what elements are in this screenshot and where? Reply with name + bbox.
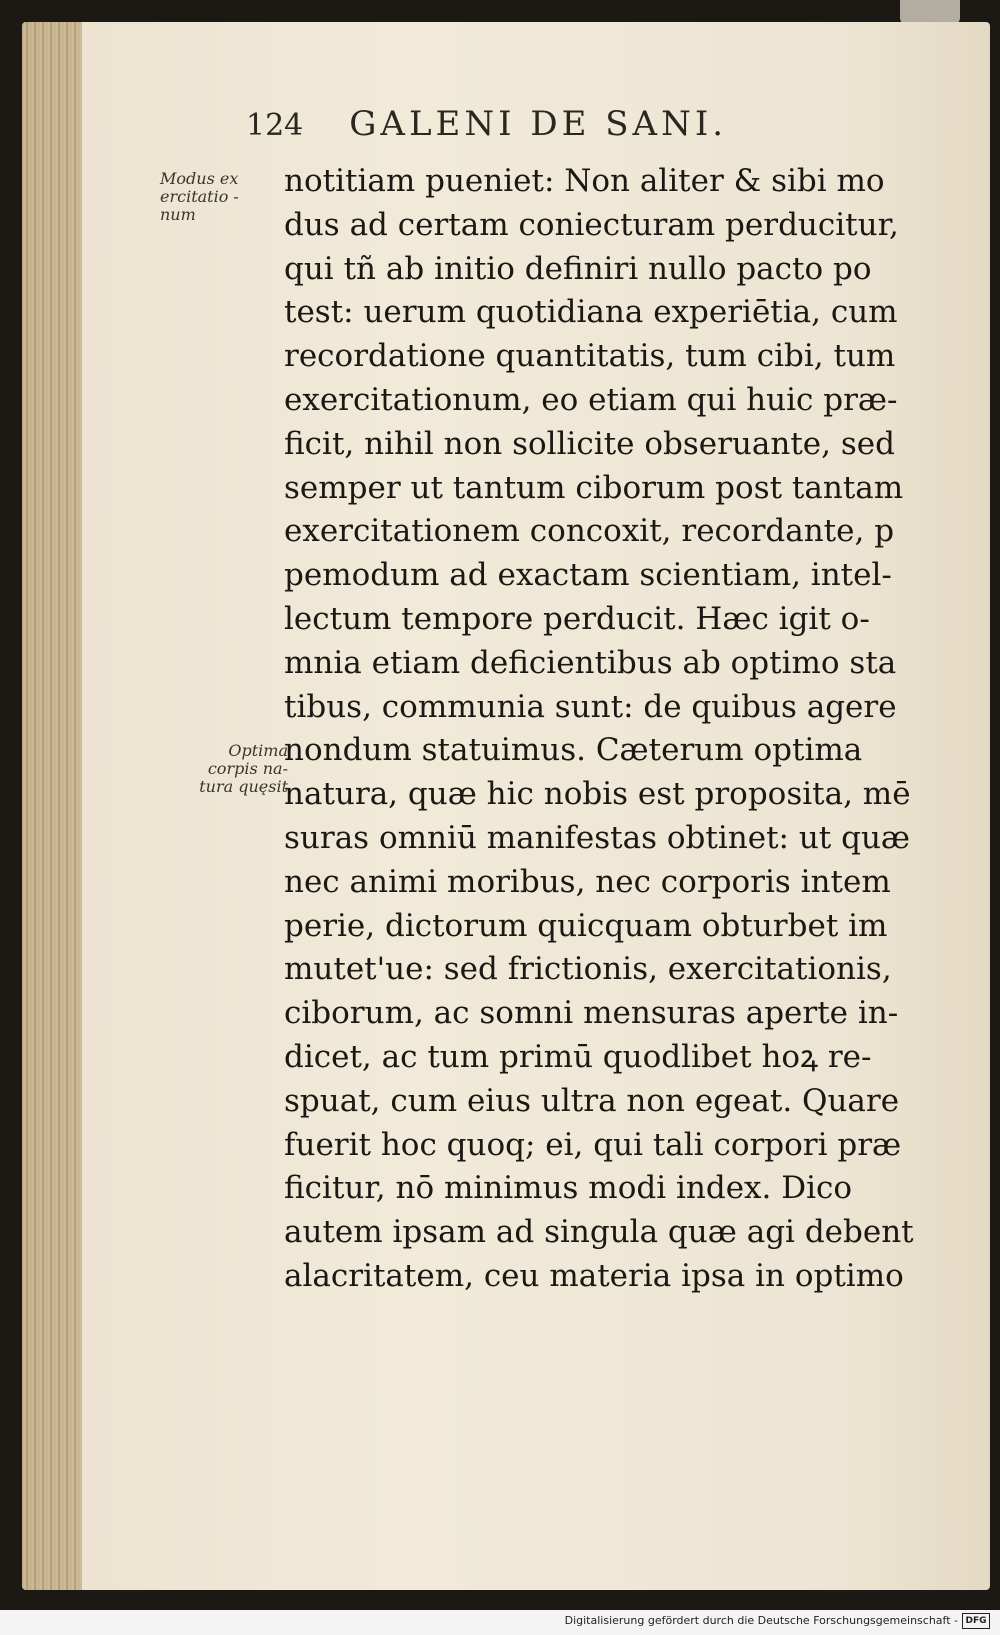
text-line: alacritatem, ceu materia ipsa in optimo xyxy=(284,1257,904,1294)
text-line: recordatione quantitatis, tum cibi, tum xyxy=(284,338,896,375)
running-title: GALENI DE SANI. xyxy=(349,104,728,144)
dfg-logo: DFG xyxy=(962,1613,990,1629)
page-edge-gutter xyxy=(22,22,82,1590)
page-number: 124 xyxy=(246,108,304,143)
text-line: autem ipsam ad singula quæ agi debent xyxy=(284,1214,914,1251)
text-line: dicet, ac tum primū quodlibet hoꝝ re- xyxy=(284,1038,872,1075)
text-line: notitiam pueniet: Non aliter & sibi mo xyxy=(284,163,885,199)
marginal-note-line: tura quęsit xyxy=(199,777,288,796)
text-line: nondum statuimus. Cæterum optima xyxy=(284,732,863,769)
text-line: fuerit hoc quoq; ei, qui tali corpori præ xyxy=(284,1126,902,1163)
text-line: lectum tempore perducit. Hæc igit o- xyxy=(284,600,870,637)
running-head xyxy=(246,104,886,144)
text-line: suras omniū manifestas obtinet: ut quæ xyxy=(284,819,911,856)
text-line: mutet'ue: sed frictionis, exercitationis, xyxy=(284,951,892,988)
text-line: qui tñ ab initio definiri nullo pacto po xyxy=(284,250,872,287)
text-line: exercitationum, eo etiam qui huic præ- xyxy=(284,381,898,418)
text-line: ficitur, nō minimus modi index. Dico xyxy=(284,1170,853,1207)
text-line: semper ut tantum ciborum post tantam xyxy=(284,469,904,506)
text-line: perie, dictorum quicquam obturbet im xyxy=(284,907,888,944)
text-line: nec animi moribus, nec corporis intem xyxy=(284,863,891,900)
marginal-note-line: Modus ex xyxy=(160,169,239,188)
text-line: tibus, communia sunt: de quibus agere xyxy=(284,688,897,725)
text-line: ciborum, ac somni mensuras aperte in- xyxy=(284,995,899,1032)
text-line: spuat, cum eius ultra non egeat. Quare xyxy=(284,1082,900,1119)
digitization-credit: Digitalisierung gefördert durch die Deutsche Forschungsgemeinschaft - xyxy=(564,1614,958,1627)
text-line: test: uerum quotidiana experiētia, cum xyxy=(284,294,898,331)
text-line: dus ad certam coniecturam perducitur, xyxy=(284,206,899,243)
text-line: exercitationem concoxit, recordante, p xyxy=(284,513,895,550)
marginal-note-line: num xyxy=(160,205,196,224)
marginal-note-line: ercitatio - xyxy=(160,187,239,206)
marginal-note-modus xyxy=(160,170,290,224)
body-text xyxy=(284,160,944,1299)
text-line: mnia etiam deficientibus ab optimo sta xyxy=(284,644,897,681)
page-tab-mark xyxy=(900,0,960,24)
text-line: pemodum ad exactam scientiam, intel- xyxy=(284,557,892,594)
text-line: natura, quæ hic nobis est proposita, mē xyxy=(284,776,911,813)
marginal-note-line: Optima xyxy=(228,741,288,760)
marginal-note-line: corpis na- xyxy=(207,759,288,778)
text-line: ficit, nihil non sollicite obseruante, sed xyxy=(284,425,895,462)
marginal-note-optima xyxy=(168,742,288,796)
